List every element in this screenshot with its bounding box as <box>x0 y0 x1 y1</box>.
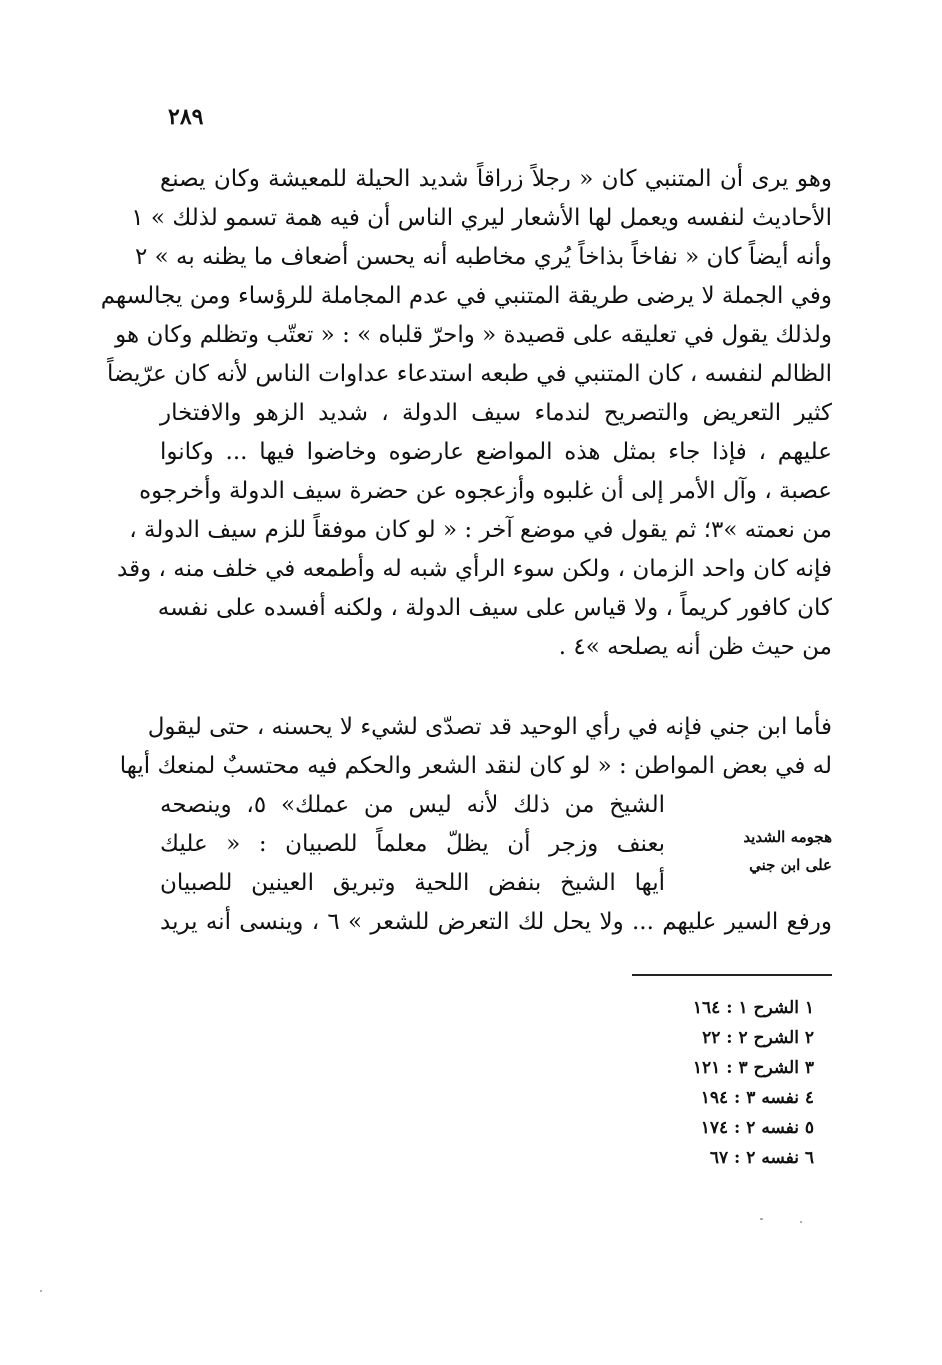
body-line: ورفع السير عليهم ... ولا يحل لك التعرض للشعر » ٦ ، وينسى أنه يريد <box>160 909 832 935</box>
body-line: فأما ابن جني فإنه في رأي الوحيد قد تصدّى لشيء لا يحسنه ، حتى ليقول <box>147 714 832 740</box>
body-line: الشيخ من ذلك لأنه ليس من عملك» ٥، وينصحه <box>160 792 665 818</box>
footnote: ١ الشرح ١ : ١٦٤ <box>692 998 814 1018</box>
body-line: عصبة ، وآل الأمر إلى أن غلبوه وأزعجوه عن حضرة سيف الدولة وأخرجوه <box>139 478 832 504</box>
margin-note-line: على ابن جني <box>749 856 832 874</box>
scan-speck <box>760 1218 763 1220</box>
body-line: عليهم ، فإذا جاء بمثل هذه المواضع عارضوه وخاضوا فيها ... وكانوا <box>160 439 832 465</box>
body-line: الأحاديث لنفسه ويعمل لها الأشعار ليري الناس أن فيه همة تسمو لذلك » ١ <box>131 205 832 231</box>
body-line: ولذلك يقول في تعليقه على قصيدة « واحرّ قلباه » : « تعتّب وتظلم وكان هو <box>115 322 832 348</box>
footnote: ٢ الشرح ٢ : ٢٢ <box>702 1028 814 1048</box>
footnote: ٤ نفسه ٣ : ١٩٤ <box>700 1088 814 1108</box>
margin-note <box>712 823 832 879</box>
body-line: له في بعض المواطن : « لو كان لنقد الشعر والحكم فيه محتسبٌ لمنعك أيها <box>119 753 832 779</box>
footnote: ٦ نفسه ٢ : ٦٧ <box>709 1148 814 1168</box>
body-line: من حيث ظن أنه يصلحه »٤ . <box>558 634 832 660</box>
scan-speck <box>40 1290 42 1292</box>
body-line: أيها الشيخ بنفض اللحية وتبريق العينين للصبيان <box>160 870 665 896</box>
body-line: وفي الجملة لا يرضى طريقة المتنبي في عدم المجاملة للرؤساء ومن يجالسهم <box>100 283 832 309</box>
body-line: وهو يرى أن المتنبي كان « رجلاً زراقاً شديد الحيلة للمعيشة وكان يصنع <box>160 166 832 192</box>
body-line: الظالم لنفسه ، كان المتنبي في طبعه استدعاء عداوات الناس لأنه كان عرّيضاً <box>107 361 832 387</box>
scan-speck <box>800 1221 802 1223</box>
body-line: كان كافور كريماً ، ولا قياس على سيف الدولة ، ولكنه أفسده على نفسه <box>157 595 832 621</box>
footnote: ٣ الشرح ٣ : ١٢١ <box>692 1058 814 1078</box>
body-line: من نعمته »٣؛ ثم يقول في موضع آخر : « لو كان موفقاً للزم سيف الدولة ، <box>129 517 832 543</box>
body-line: فإنه كان واحد الزمان ، ولكن سوء الرأي شبه له وأطمعه في خلف منه ، وقد <box>117 556 832 582</box>
page-number: ٢٨٩ <box>168 104 204 130</box>
body-line: وأنه أيضاً كان « نفاخاً بذاخاً يُري مخاطبه أنه يحسن أضعاف ما يظنه به » ٢ <box>134 244 832 270</box>
body-line: بعنف وزجر أن يظلّ معلماً للصبيان : « عليك <box>160 831 665 857</box>
body-line: كثير التعريض والتصريح لندماء سيف الدولة ، شديد الزهو والافتخار <box>160 400 832 426</box>
footnote: ٥ نفسه ٢ : ١٧٤ <box>700 1118 814 1138</box>
margin-note-line: هجومه الشديد <box>743 828 832 846</box>
footnote-rule <box>632 974 832 976</box>
